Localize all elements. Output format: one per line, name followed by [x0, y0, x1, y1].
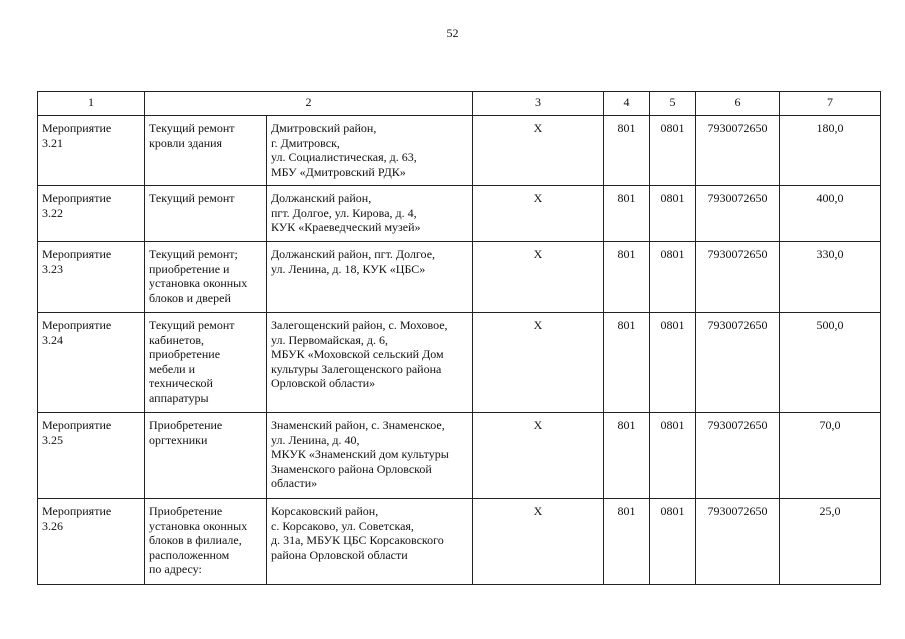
address-cell [267, 499, 473, 585]
activity-address: Должанский район, пгт. Долгое, ул. Ленина, д. 18, КУК «ЦБС» [271, 247, 436, 276]
activity-id-cell [38, 413, 145, 499]
table-row [38, 413, 881, 499]
amount-cell: 25,0 [780, 499, 881, 585]
activity-id-cell [38, 116, 145, 186]
col3-cell: X [473, 413, 604, 499]
table-row [38, 116, 881, 186]
amount-cell: 400,0 [780, 186, 881, 242]
activity-id: Мероприятие 3.26 [42, 504, 112, 533]
column-header: 7 [780, 92, 881, 116]
amount-cell: 180,0 [780, 116, 881, 186]
column-header: 1 [38, 92, 145, 116]
address-cell [267, 186, 473, 242]
col6-cell: 7930072650 [696, 413, 780, 499]
activity-address: Дмитровский район, г. Дмитровск, ул. Социалистическая, д. 63, МБУ «Дмитровский РДК» [271, 121, 417, 179]
activity-name-cell [145, 242, 267, 313]
amount-cell: 500,0 [780, 313, 881, 413]
col6-cell: 7930072650 [696, 116, 780, 186]
col3-cell: X [473, 116, 604, 186]
column-header: 4 [604, 92, 650, 116]
column-header: 5 [650, 92, 696, 116]
col6-cell: 7930072650 [696, 186, 780, 242]
activity-id-cell [38, 186, 145, 242]
amount-cell: 330,0 [780, 242, 881, 313]
col5-cell: 0801 [650, 313, 696, 413]
col6-cell: 7930072650 [696, 242, 780, 313]
activity-id-cell [38, 242, 145, 313]
col5-cell: 0801 [650, 242, 696, 313]
activity-name-cell [145, 116, 267, 186]
activity-name-cell [145, 313, 267, 413]
address-cell [267, 242, 473, 313]
activity-name: Приобретение установка оконных блоков в филиале, расположенном по адресу: [149, 504, 248, 576]
activity-address: Должанский район, пгт. Долгое, ул. Кирова, д. 4, КУК «Краеведческий музей» [271, 191, 421, 234]
col5-cell: 0801 [650, 413, 696, 499]
col3-cell: X [473, 242, 604, 313]
activity-id: Мероприятие 3.24 [42, 318, 112, 347]
column-header: 6 [696, 92, 780, 116]
col4-cell: 801 [604, 499, 650, 585]
activity-id: Мероприятие 3.25 [42, 418, 112, 447]
activity-name: Текущий ремонт [149, 191, 235, 205]
address-cell [267, 313, 473, 413]
amount-cell: 70,0 [780, 413, 881, 499]
activity-name-cell [145, 186, 267, 242]
col4-cell: 801 [604, 413, 650, 499]
col3-cell: X [473, 186, 604, 242]
col4-cell: 801 [604, 242, 650, 313]
activity-name-cell [145, 499, 267, 585]
budget-table [37, 91, 881, 585]
address-cell [267, 116, 473, 186]
activity-name: Текущий ремонт; приобретение и установка оконных блоков и дверей [149, 247, 248, 305]
activity-address: Залегощенский район, с. Моховое, ул. Первомайская, д. 6, МБУК «Моховской сельский Дом культуры Залегощенского района Орловской области» [271, 318, 448, 390]
col5-cell: 0801 [650, 186, 696, 242]
activity-name: Текущий ремонт кровли здания [149, 121, 235, 150]
col4-cell: 801 [604, 116, 650, 186]
table-row [38, 499, 881, 585]
col5-cell: 0801 [650, 499, 696, 585]
address-cell [267, 413, 473, 499]
activity-id: Мероприятие 3.21 [42, 121, 112, 150]
table-row [38, 186, 881, 242]
table-row [38, 242, 881, 313]
col4-cell: 801 [604, 313, 650, 413]
activity-id: Мероприятие 3.22 [42, 191, 112, 220]
col3-cell: X [473, 313, 604, 413]
col5-cell: 0801 [650, 116, 696, 186]
col4-cell: 801 [604, 186, 650, 242]
table-row [38, 313, 881, 413]
activity-id-cell [38, 499, 145, 585]
col6-cell: 7930072650 [696, 313, 780, 413]
activity-id-cell [38, 313, 145, 413]
activity-id: Мероприятие 3.23 [42, 247, 112, 276]
column-header: 2 [145, 92, 473, 116]
page-number: 52 [446, 26, 459, 40]
column-header: 3 [473, 92, 604, 116]
activity-name: Текущий ремонт кабинетов, приобретение мебели и технической аппаратуры [149, 318, 235, 405]
table-header-row [38, 92, 881, 116]
col3-cell: X [473, 499, 604, 585]
activity-address: Корсаковский район, с. Корсаково, ул. Советская, д. 31а, МБУК ЦБС Корсаковского района Орловской области [271, 504, 444, 562]
activity-address: Знаменский район, с. Знаменское, ул. Ленина, д. 40, МКУК «Знаменский дом культуры Знаменского района Орловской области» [271, 418, 449, 490]
activity-name-cell [145, 413, 267, 499]
activity-name: Приобретение оргтехники [149, 418, 223, 447]
col6-cell: 7930072650 [696, 499, 780, 585]
